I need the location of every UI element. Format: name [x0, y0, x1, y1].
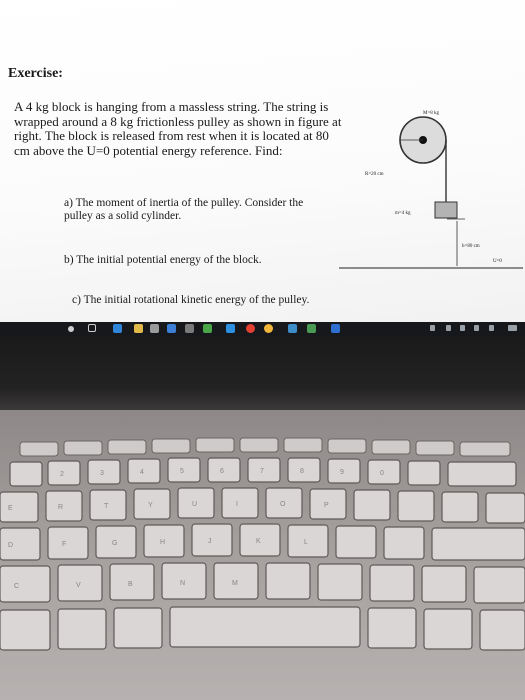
keyboard-key[interactable]: [318, 564, 362, 600]
key-label: 5: [180, 468, 184, 475]
keyboard: [0, 410, 525, 700]
key-label: J: [208, 538, 212, 545]
keyboard-key[interactable]: [108, 440, 146, 454]
number-key-row: [10, 458, 516, 486]
key-label: I: [236, 501, 238, 508]
keyboard-key[interactable]: [336, 526, 376, 558]
key-label: 6: [220, 468, 224, 475]
keyboard-key[interactable]: [114, 608, 162, 648]
keyboard-key[interactable]: [288, 525, 328, 557]
key-label: B: [128, 581, 133, 588]
wifi-icon[interactable]: [489, 325, 494, 331]
key-label: E: [8, 505, 13, 512]
keyboard-key[interactable]: [208, 458, 240, 482]
key-label: F: [62, 541, 67, 548]
key-label: 9: [340, 469, 344, 476]
space-key-row: [0, 607, 525, 650]
height-label: h=80 cm: [462, 244, 480, 249]
chrome-icon[interactable]: [246, 324, 255, 333]
hanging-block: [435, 202, 457, 218]
keyboard-key[interactable]: [222, 488, 258, 518]
key-label: C: [14, 583, 20, 590]
laptop-hinge: [0, 336, 525, 410]
task-view-icon[interactable]: [88, 324, 96, 332]
dropbox-icon[interactable]: [167, 324, 176, 333]
volume-icon[interactable]: [474, 325, 479, 331]
key-label: D: [8, 542, 14, 549]
shift-key[interactable]: [0, 566, 50, 602]
amazon-icon[interactable]: [185, 324, 194, 333]
question-a: a) The moment of inertia of the pulley. Consider the pulley as a solid cylinder.: [64, 197, 304, 222]
battery-icon[interactable]: [460, 325, 465, 331]
spacebar-key[interactable]: [170, 607, 360, 647]
key-label: N: [180, 580, 186, 587]
keyboard-key[interactable]: [416, 441, 454, 455]
key-label: O: [280, 501, 286, 508]
pulley-diagram: [335, 100, 525, 280]
radius-label: R=20 cm: [365, 172, 384, 177]
app-icon[interactable]: [331, 324, 340, 333]
app-icon[interactable]: [288, 324, 297, 333]
keyboard-key[interactable]: [248, 458, 280, 482]
key-label: 7: [260, 468, 264, 475]
file-explorer-icon[interactable]: [134, 324, 143, 333]
top-letter-row: [0, 488, 525, 523]
key-label: R: [58, 504, 64, 511]
key-label: 0: [380, 470, 384, 477]
keyboard-key[interactable]: [266, 563, 310, 599]
key-label: 3: [100, 470, 104, 477]
key-label: L: [304, 539, 308, 546]
laptop-keyboard-deck: [0, 410, 525, 700]
keyboard-key[interactable]: [192, 524, 232, 556]
keyboard-key[interactable]: [408, 461, 440, 485]
chrome-icon[interactable]: [264, 324, 273, 333]
keyboard-key[interactable]: [196, 438, 234, 452]
keyboard-key[interactable]: [480, 610, 525, 650]
key-label: K: [256, 538, 261, 545]
edge-icon[interactable]: [113, 324, 122, 333]
keyboard-key[interactable]: [460, 442, 510, 456]
shift-key[interactable]: [474, 567, 525, 603]
question-c: c) The initial rotational kinetic energy of the pulley.: [72, 294, 310, 306]
keyboard-key[interactable]: [128, 459, 160, 483]
reference-label: U=0: [493, 259, 502, 264]
pulley-mass-label: M=8 kg: [423, 111, 440, 116]
keyboard-key[interactable]: [442, 492, 478, 522]
keyboard-key[interactable]: [398, 491, 434, 521]
block-mass-label: m=4 kg: [395, 211, 411, 216]
key-label: G: [112, 540, 118, 547]
network-icon[interactable]: [446, 325, 451, 331]
key-label: T: [104, 503, 109, 510]
store-icon[interactable]: [150, 324, 159, 333]
exercise-title: Exercise:: [8, 66, 63, 81]
function-key-row: [20, 438, 510, 456]
keyboard-key[interactable]: [328, 459, 360, 483]
keyboard-key[interactable]: [10, 462, 42, 486]
backspace-key[interactable]: [448, 462, 516, 486]
enter-key[interactable]: [432, 528, 525, 560]
keyboard-key[interactable]: [48, 461, 80, 485]
keyboard-key[interactable]: [168, 458, 200, 482]
keyboard-key[interactable]: [368, 608, 416, 648]
keyboard-key[interactable]: [20, 442, 58, 456]
keyboard-key[interactable]: [288, 458, 320, 482]
keyboard-key[interactable]: [0, 528, 40, 560]
keyboard-key[interactable]: [368, 460, 400, 484]
internet-explorer-icon[interactable]: [226, 324, 235, 333]
key-label: U: [192, 501, 198, 508]
key-label: 4: [140, 469, 144, 476]
key-label: 8: [300, 468, 304, 475]
question-b: b) The initial potential energy of the block.: [64, 254, 262, 266]
home-key-row: [0, 524, 525, 560]
keyboard-key[interactable]: [152, 439, 190, 453]
keyboard-key[interactable]: [372, 440, 410, 454]
photos-icon[interactable]: [203, 324, 212, 333]
keyboard-key[interactable]: [0, 492, 38, 522]
keyboard-key[interactable]: [424, 609, 472, 649]
key-label: V: [76, 582, 81, 589]
keyboard-key[interactable]: [64, 441, 102, 455]
search-icon[interactable]: [68, 326, 74, 332]
key-label: Y: [148, 502, 153, 509]
keyboard-key[interactable]: [370, 565, 414, 601]
keyboard-key[interactable]: [486, 493, 525, 523]
key-label: H: [160, 539, 166, 546]
mail-icon[interactable]: [307, 324, 316, 333]
keyboard-key[interactable]: [46, 491, 82, 521]
keyboard-key[interactable]: [422, 566, 466, 602]
arrow-up-icon[interactable]: [430, 325, 435, 331]
windows-taskbar: [0, 322, 525, 336]
key-label: M: [232, 580, 238, 587]
monitor-screen: [0, 0, 525, 332]
keyboard-key[interactable]: [88, 460, 120, 484]
notification-icon[interactable]: [508, 325, 517, 331]
keyboard-key[interactable]: [354, 490, 390, 520]
keyboard-key[interactable]: [0, 610, 50, 650]
keyboard-key[interactable]: [58, 609, 106, 649]
keyboard-key[interactable]: [328, 439, 366, 453]
problem-statement: A 4 kg block is hanging from a massless string. The string is wrapped around a 8 kg frictionless pulley as shown in figure at right. The block is released from rest when it is located at 80 cm above the U=0 potential energy reference. Find:: [14, 99, 342, 158]
keyboard-key[interactable]: [240, 438, 278, 452]
key-label: 2: [60, 471, 64, 478]
keyboard-key[interactable]: [48, 527, 88, 559]
keyboard-key[interactable]: [284, 438, 322, 452]
key-label: P: [324, 502, 329, 509]
keyboard-key[interactable]: [384, 527, 424, 559]
bottom-letter-row: [0, 563, 525, 603]
